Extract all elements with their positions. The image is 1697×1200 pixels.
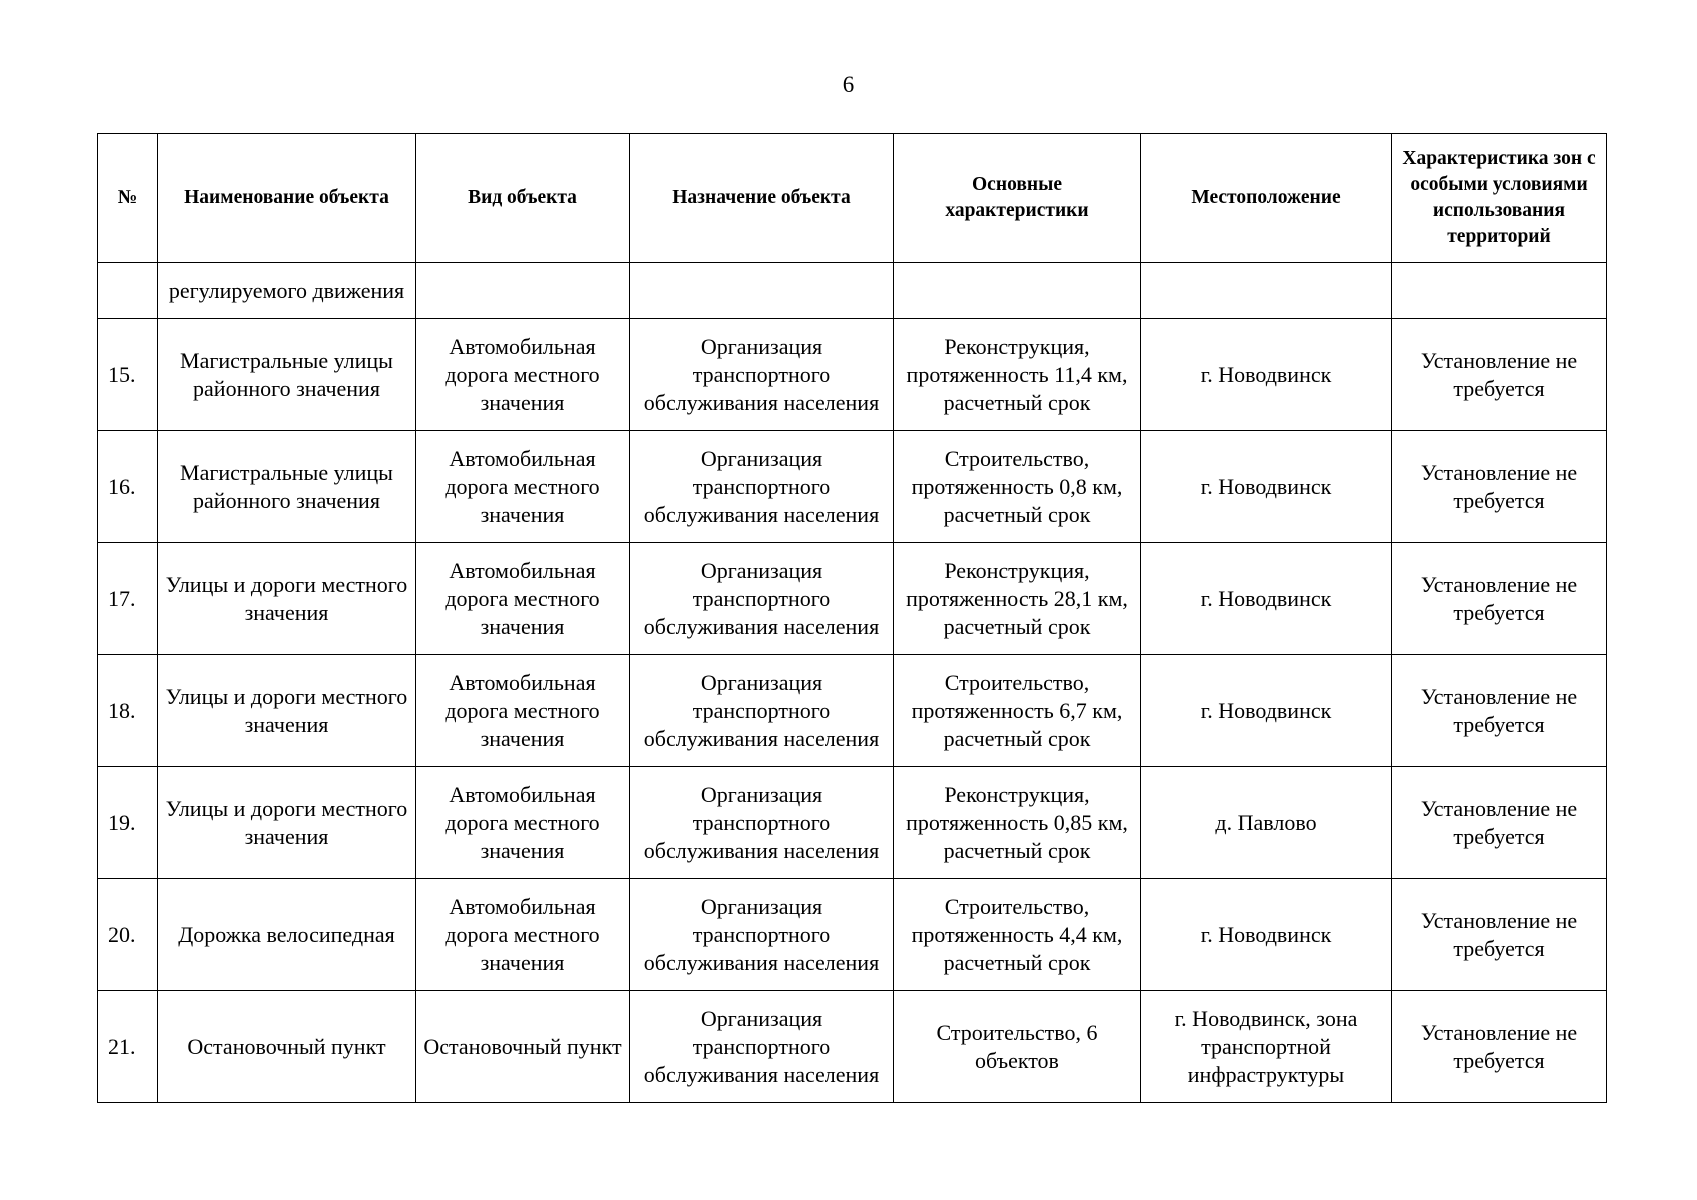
object-purpose: Организация транспортного обслуживания населения [630,991,894,1103]
location: г. Новодвинск [1141,319,1392,431]
object-name: Улицы и дороги местного значения [158,767,416,879]
table-row [98,767,1607,879]
table-cell [630,263,894,319]
special-zones: Установление не требуется [1392,431,1607,543]
main-characteristics: Строительство, 6 объектов [894,991,1141,1103]
object-purpose: Организация транспортного обслуживания населения [630,543,894,655]
main-characteristics: Реконструкция, протяженность 11,4 км, расчетный срок [894,319,1141,431]
special-zones: Установление не требуется [1392,655,1607,767]
table-cell: регулируемого движения [158,263,416,319]
special-zones: Установление не требуется [1392,543,1607,655]
table-cell [98,263,158,319]
location: г. Новодвинск [1141,655,1392,767]
row-number: 20. [98,879,158,991]
row-number: 15. [98,319,158,431]
header-special-zones: Характеристика зон с особыми условиями использования территорий [1392,134,1607,263]
row-number: 19. [98,767,158,879]
object-name: Улицы и дороги местного значения [158,655,416,767]
object-type: Автомобильная дорога местного значения [416,319,630,431]
special-zones: Установление не требуется [1392,767,1607,879]
table-row [98,655,1607,767]
table-row [98,431,1607,543]
table-cell [894,263,1141,319]
object-name: Магистральные улицы районного значения [158,431,416,543]
row-number: 21. [98,991,158,1103]
special-zones: Установление не требуется [1392,991,1607,1103]
header-object-purpose: Назначение объекта [630,134,894,263]
special-zones: Установление не требуется [1392,879,1607,991]
object-type: Автомобильная дорога местного значения [416,767,630,879]
row-number: 16. [98,431,158,543]
location: г. Новодвинск [1141,431,1392,543]
header-number: № [98,134,158,263]
table-row [98,879,1607,991]
location: г. Новодвинск [1141,543,1392,655]
main-characteristics: Строительство, протяженность 4,4 км, расчетный срок [894,879,1141,991]
table-cell [1392,263,1607,319]
object-type: Автомобильная дорога местного значения [416,431,630,543]
objects-table [97,133,1607,1103]
object-name: Магистральные улицы районного значения [158,319,416,431]
object-purpose: Организация транспортного обслуживания населения [630,767,894,879]
main-characteristics: Строительство, протяженность 0,8 км, расчетный срок [894,431,1141,543]
header-object-name: Наименование объекта [158,134,416,263]
object-name: Дорожка велосипедная [158,879,416,991]
main-characteristics: Строительство, протяженность 6,7 км, расчетный срок [894,655,1141,767]
object-type: Автомобильная дорога местного значения [416,879,630,991]
table-row [98,543,1607,655]
location: д. Павлово [1141,767,1392,879]
header-main-characteristics: Основные характеристики [894,134,1141,263]
table-cell [416,263,630,319]
table-row [98,991,1607,1103]
object-type: Автомобильная дорога местного значения [416,655,630,767]
table-header-row [98,134,1607,263]
main-characteristics: Реконструкция, протяженность 28,1 км, расчетный срок [894,543,1141,655]
row-number: 18. [98,655,158,767]
object-purpose: Организация транспортного обслуживания населения [630,319,894,431]
main-characteristics: Реконструкция, протяженность 0,85 км, расчетный срок [894,767,1141,879]
location: г. Новодвинск [1141,879,1392,991]
table-row [98,319,1607,431]
header-location: Местоположение [1141,134,1392,263]
special-zones: Установление не требуется [1392,319,1607,431]
object-type: Автомобильная дорога местного значения [416,543,630,655]
object-type: Остановочный пункт [416,991,630,1103]
header-object-type: Вид объекта [416,134,630,263]
page-number: 6 [842,72,855,97]
table-cell [1141,263,1392,319]
object-purpose: Организация транспортного обслуживания населения [630,879,894,991]
table-continuation-row [98,263,1607,319]
object-name: Остановочный пункт [158,991,416,1103]
row-number: 17. [98,543,158,655]
object-name: Улицы и дороги местного значения [158,543,416,655]
location: г. Новодвинск, зона транспортной инфраструктуры [1141,991,1392,1103]
object-purpose: Организация транспортного обслуживания населения [630,655,894,767]
object-purpose: Организация транспортного обслуживания населения [630,431,894,543]
